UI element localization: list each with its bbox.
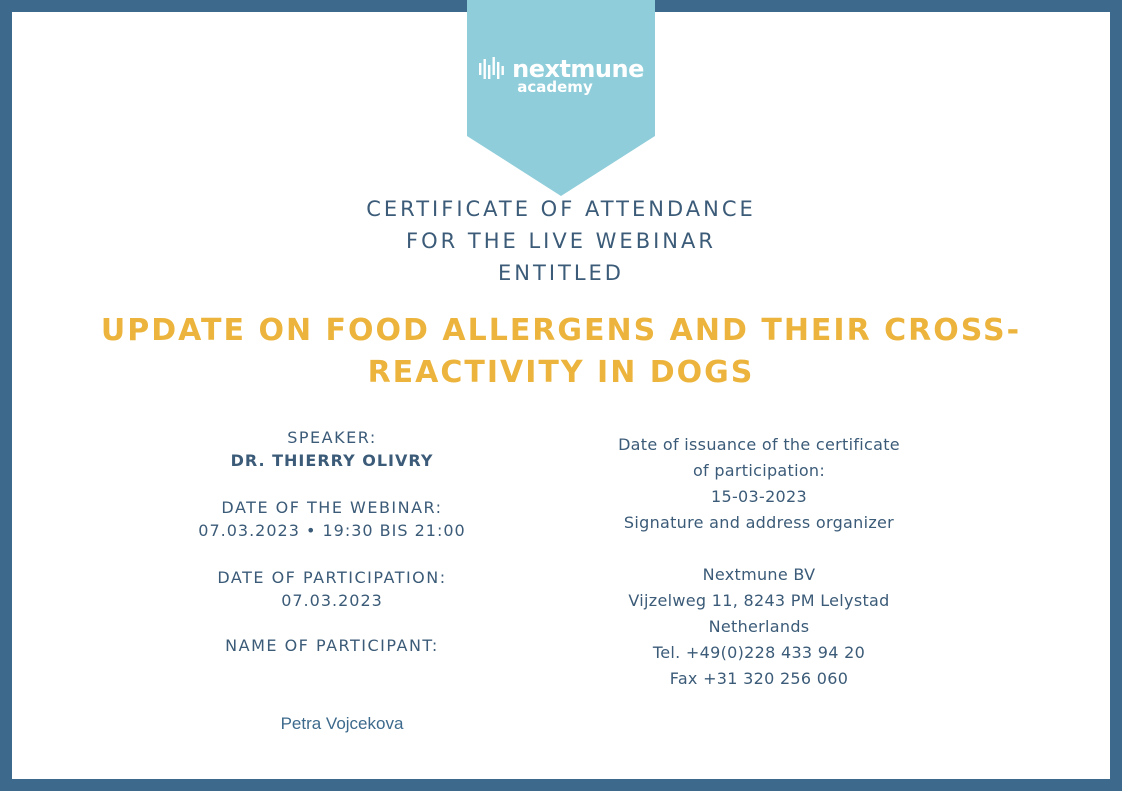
issuance-line: Date of issuance of the certificate	[618, 435, 900, 454]
organizer-address: Vijzelweg 11, 8243 PM Lelystad	[628, 591, 890, 610]
organizer-country: Netherlands	[708, 617, 810, 636]
signature-label: Signature and address organizer	[623, 513, 895, 532]
webinar-title-line: UPDATE ON FOOD ALLERGENS AND THEIR CROSS-	[100, 313, 1022, 348]
logo-bars-icon	[478, 56, 508, 82]
issuance-date: 15-03-2023	[711, 487, 807, 506]
spacer	[572, 536, 946, 562]
nextmune-academy-logo	[467, 54, 655, 104]
speaker-name: DR. THIERRY OLIVRY	[230, 451, 434, 470]
organizer-fax: Fax +31 320 256 060	[669, 669, 849, 688]
logo-subtitle: academy	[517, 78, 593, 96]
organizer-phone: Tel. +49(0)228 433 94 20	[652, 643, 866, 662]
certificate-title	[12, 193, 1110, 289]
participation-date: 07.03.2023	[281, 591, 383, 610]
certificate-title-line: CERTIFICATE OF ATTENDANCE	[366, 197, 756, 221]
issuance-line: of participation:	[692, 461, 826, 480]
issuance-block	[572, 432, 946, 692]
organizer-name: Nextmune BV	[702, 565, 816, 584]
webinar-date: 07.03.2023 • 19:30 BIS 21:00	[198, 521, 466, 540]
logo-ribbon	[467, 0, 655, 196]
webinar-title	[72, 310, 1050, 394]
certificate-title-line: FOR THE LIVE WEBINAR	[406, 229, 716, 253]
certificate-page	[12, 12, 1110, 779]
participant-label: NAME OF PARTICIPANT:	[225, 636, 439, 655]
webinar-title-line: REACTIVITY IN DOGS	[367, 355, 755, 390]
logo-name: nextmune	[512, 55, 644, 83]
participant-name: Petra Vojcekova	[280, 714, 404, 733]
participation-date-label: DATE OF PARTICIPATION:	[217, 568, 447, 587]
speaker-label: SPEAKER:	[287, 428, 377, 447]
webinar-date-label: DATE OF THE WEBINAR:	[221, 498, 443, 517]
certificate-title-line: ENTITLED	[498, 261, 624, 285]
